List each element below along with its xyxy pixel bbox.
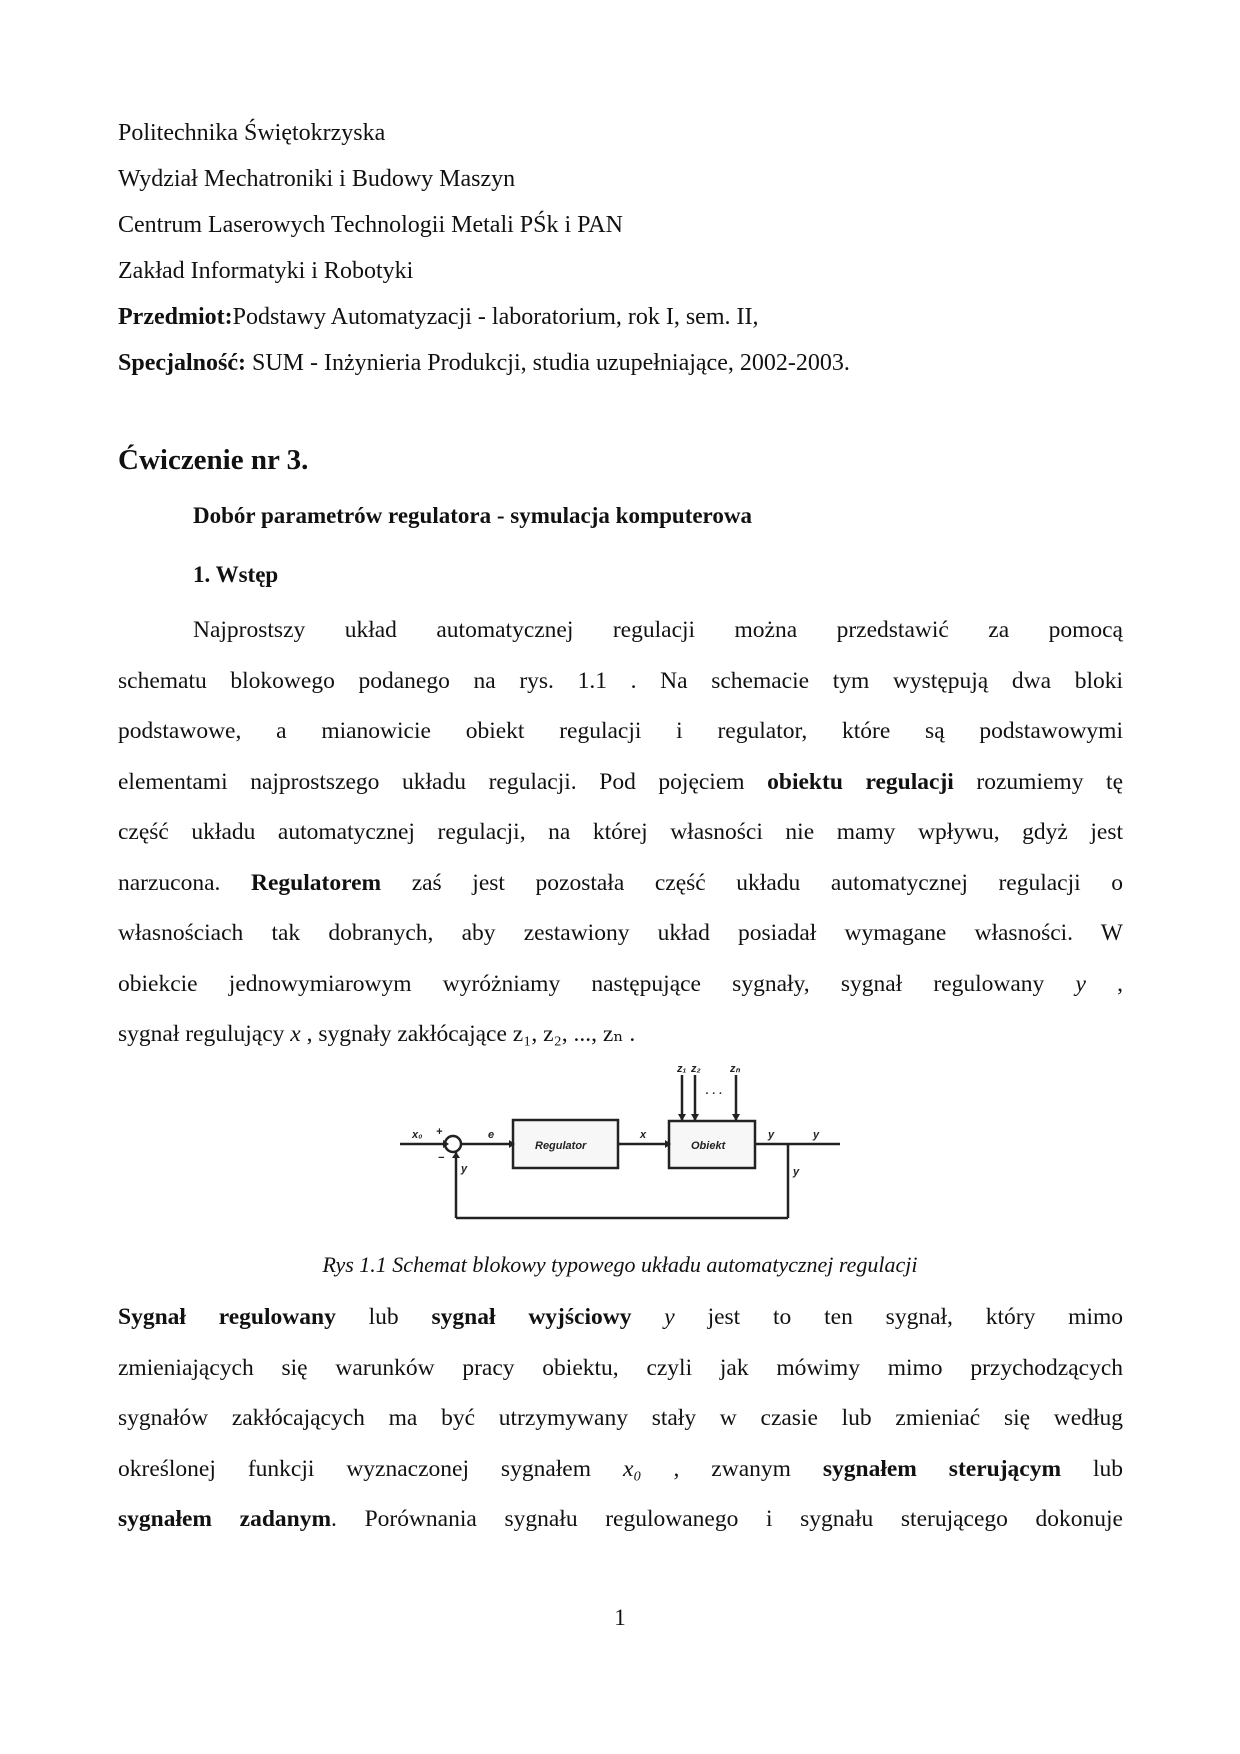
minus-sign: − [438, 1152, 445, 1164]
branch-label: y [793, 1166, 800, 1178]
input-label: x₀ [412, 1129, 423, 1141]
paragraph-line: schematu blokowego podanego na rys. 1.1 . Na schemacie tym występują dwa bloki [118, 667, 1123, 694]
text-run: . [623, 1021, 636, 1047]
symbol-x0: x₀ [622, 1455, 642, 1482]
term-output-signal: sygnał wyjściowy [431, 1304, 632, 1330]
paragraph-line [118, 858, 1123, 909]
text-run: określonej funkcji wyznaczonej sygnałem [118, 1455, 623, 1482]
disturbance-label-n: zₙ [730, 1063, 740, 1075]
text-run: rozumiemy tę [953, 768, 1124, 795]
paragraph-line [118, 1444, 1123, 1495]
subject-line [118, 304, 759, 331]
specialty-value: SUM - Inżynieria Produkcji, studia uzupełniające, 2002-2003. [246, 350, 850, 376]
paragraph-line [118, 1292, 1123, 1343]
intro-paragraph [118, 605, 1123, 1060]
section-heading: 1. Wstęp [193, 562, 279, 587]
symbol-x: x [290, 1021, 301, 1047]
symbol-y: y [1075, 970, 1086, 997]
text-run: elementami najprostszego układu regulacji. Pod pojęciem [118, 768, 768, 795]
specialty-line [118, 350, 850, 377]
text-run: . Porównania sygnału regulowanego i sygnału sterującego dokonuje [331, 1506, 1123, 1532]
page-number: 1 [614, 1605, 626, 1630]
output-label-1: y [768, 1129, 775, 1141]
paragraph-line [118, 757, 1123, 808]
subject-label: Przedmiot: [118, 304, 233, 330]
term-control-signal: sygnałem sterującym [822, 1455, 1062, 1482]
text-run: lub [1061, 1455, 1124, 1482]
paragraph-line: własnościach tak dobranych, aby zestawiony układ posiadał wymagane własności. W [118, 920, 1123, 946]
error-label: e [488, 1129, 495, 1141]
disturbance-dots: · · · [705, 1088, 723, 1100]
feedback-label: y [461, 1163, 468, 1175]
university-name: Politechnika Świętokrzyska [118, 120, 386, 146]
term-controlled-signal: Sygnał regulowany [118, 1304, 336, 1330]
regulator-label: Regulator [535, 1140, 587, 1152]
output-label-2: y [813, 1129, 820, 1141]
paragraph-line: zmieniających się warunków pracy obiektu, czyli jak mówimy mimo przychodzących [118, 1354, 1123, 1381]
text-run: jest to ten sygnał, który mimo [674, 1304, 1123, 1330]
plus-sign: + [436, 1126, 443, 1138]
disturbance-label-2: z₂ [691, 1063, 701, 1075]
text-run: obiekcie jednowymiarowym wyróżniamy następujące sygnały, sygnał regulowany [118, 970, 1076, 997]
paragraph-line [118, 959, 1123, 1010]
department-name: Zakład Informatyki i Robotyki [118, 258, 414, 284]
term-regulator: Regulatorem [251, 869, 382, 896]
figure-caption: Rys 1.1 Schemat blokowy typowego układu automatycznej regulacji [322, 1252, 918, 1277]
text-run: , [1085, 970, 1124, 997]
exercise-subtitle: Dobór parametrów regulatora - symulacja komputerowa [193, 503, 752, 528]
paragraph-line: część układu automatycznej regulacji, na której własności nie mamy wpływu, gdyż jest [118, 819, 1123, 845]
control-label: x [640, 1129, 647, 1141]
specialty-label: Specjalność: [118, 350, 246, 376]
term-setpoint-signal: sygnałem zadanym [118, 1506, 332, 1532]
exercise-title: Ćwiczenie nr 3. [118, 444, 309, 476]
second-paragraph [118, 1292, 1123, 1545]
object-label: Obiekt [691, 1140, 726, 1152]
center-name: Centrum Laserowych Technologii Metali PŚk i PAN [118, 212, 623, 238]
paragraph-line: podstawowe, a mianowicie obiekt regulacji i regulator, które są podstawowymi [118, 718, 1123, 744]
text-run: sygnał regulujący [118, 1021, 291, 1047]
symbol-y: y [631, 1304, 675, 1330]
subject-value: Podstawy Automatyzacji - laboratorium, rok I, sem. II, [232, 304, 759, 330]
symbol-z-list: z₁, z₂, ..., zₙ [512, 1021, 624, 1047]
paragraph-line: Najprostszy układ automatycznej regulacji można przedstawić za pomocą [193, 617, 1123, 643]
text-run: narzucona. [118, 869, 252, 896]
text-run: , zwanym [641, 1455, 823, 1482]
text-run: , sygnały zakłócające [300, 1021, 513, 1047]
paragraph-line [118, 1494, 1123, 1545]
disturbance-label-1: z₁ [677, 1063, 687, 1075]
term-object: obiektu regulacji [767, 768, 954, 795]
block-diagram [380, 1050, 860, 1250]
text-run: zaś jest pozostała część układu automatycznej regulacji o [381, 869, 1123, 896]
text-run: lub [335, 1304, 432, 1330]
faculty-name: Wydział Mechatroniki i Budowy Maszyn [118, 166, 516, 192]
paragraph-line: sygnałów zakłócających ma być utrzymywany stały w czasie lub zmieniać się według [118, 1405, 1123, 1431]
